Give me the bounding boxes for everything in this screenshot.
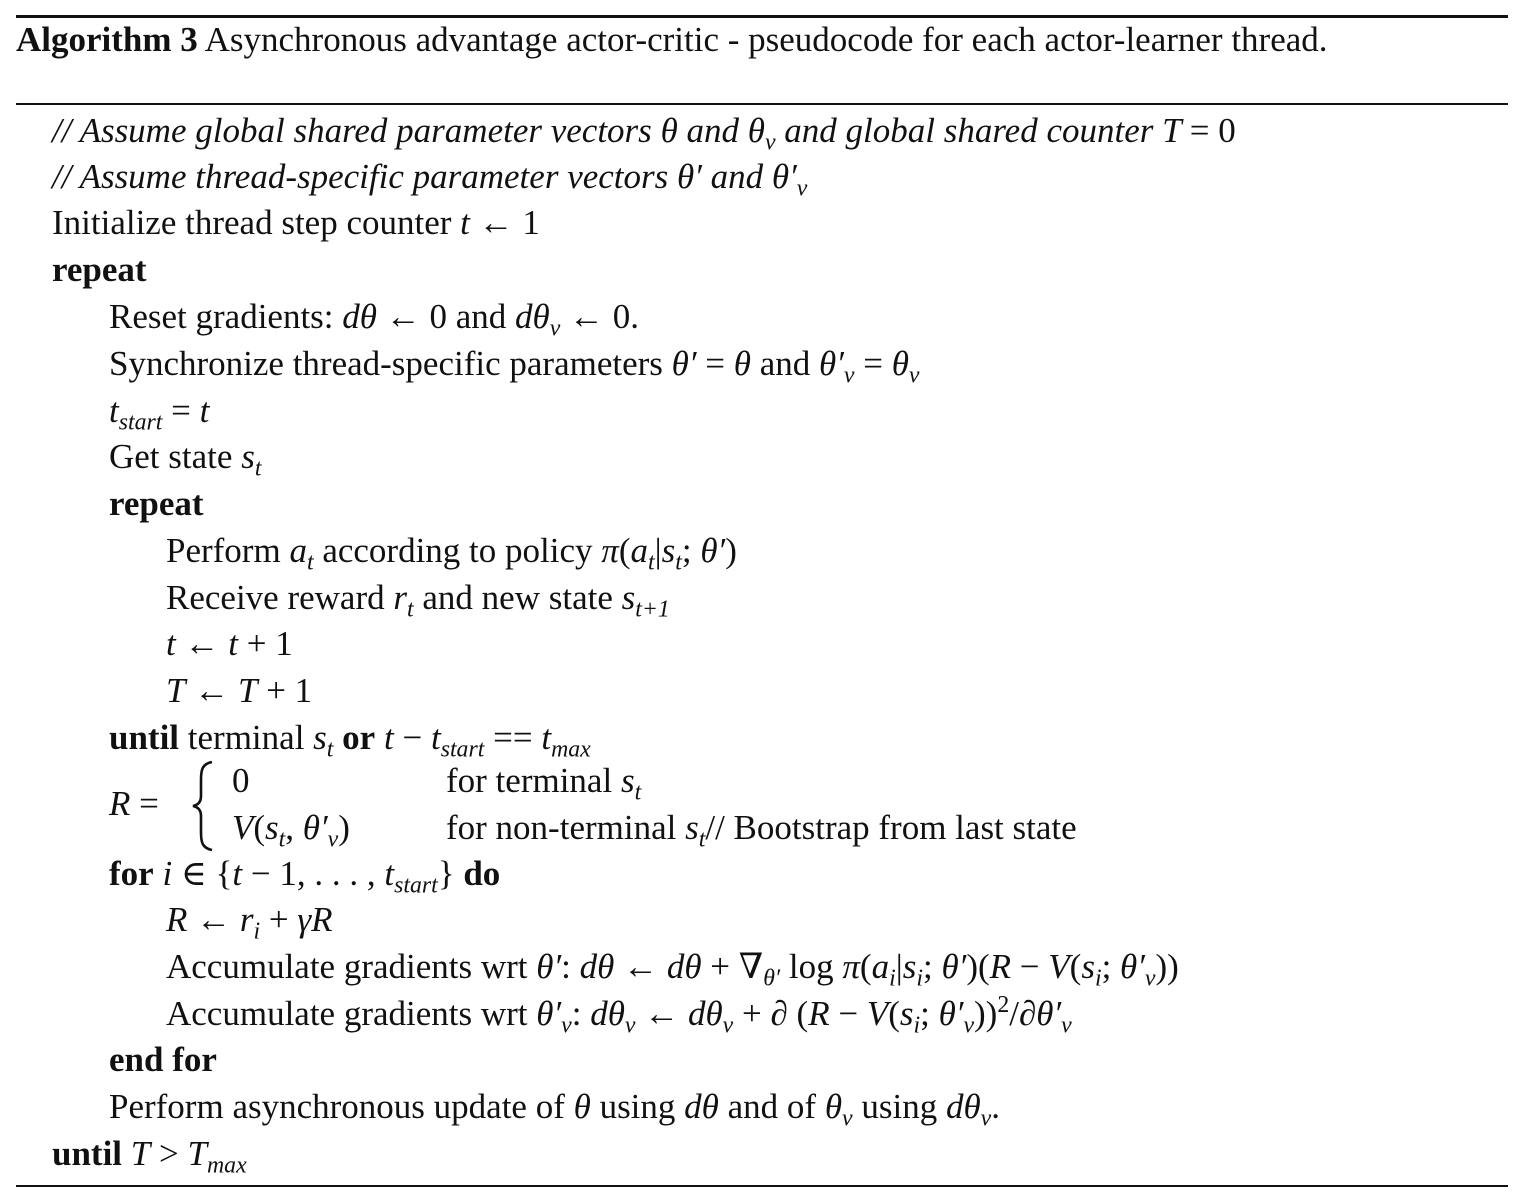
case1-condition: for terminal $s_t$ — [446, 761, 642, 806]
case1-value: 0 — [232, 761, 250, 800]
line-end-for: end for — [109, 1040, 217, 1079]
line-accumulate-theta: Accumulate gradients wrt θ′: dθ ← $d\theta + \nabla_{\theta'}$ $\log \pi(a_i|s_i$; $\theta')(R - V(s_i$; $\theta'_v$)) — [166, 947, 1179, 992]
line-async-update: Perform asynchronous update of θ using dθ and of $\theta_v$ using $d\theta_v$. — [109, 1087, 1000, 1132]
line-reset-gradients: Reset gradients: dθ ← 0 and $d\theta_v$ ← 0. — [109, 297, 640, 342]
caption-rule — [16, 103, 1508, 105]
case2-condition: for non-terminal $s_t//$ Bootstrap from last state — [446, 808, 1077, 853]
line-init: Initialize thread step counter t ← 1 — [52, 203, 540, 242]
bottom-rule — [16, 1185, 1508, 1187]
line-for-loop: for i ∈ {t − 1, . . . , $t_{start}$} do — [109, 854, 501, 899]
line-R-update: R ← $r_i + \gamma R$ — [166, 900, 333, 945]
algorithm-label: Algorithm 3 — [16, 20, 198, 59]
comment-global-params: // Assume global shared parameter vectors θ and $\theta_v$ and global shared counter T = 0 — [52, 111, 1236, 156]
line-R-definition: R = — [109, 784, 159, 823]
comment-thread-params: // Assume thread-specific parameter vectors θ′ and $\theta'_v$ — [52, 157, 808, 202]
left-brace — [190, 760, 218, 852]
line-perform-action: Perform $a_t$ according to policy $\pi(a_t|s_t$; θ′) — [166, 531, 737, 576]
line-get-state: Get state $s_t$ — [109, 437, 262, 482]
line-until-outer: until $T > T_{max}$ — [52, 1134, 247, 1179]
line-t-increment: t ← t + 1 — [166, 624, 293, 663]
case2-value: $V(s_t$, $\theta'_v$) — [232, 808, 350, 853]
line-receive-reward: Receive reward $r_t$ and new state $s_{t+1}$ — [166, 578, 670, 623]
line-repeat-outer: repeat — [52, 250, 147, 289]
line-tstart: $t_{start} = t$ — [109, 391, 210, 436]
line-accumulate-theta-v: Accumulate gradients wrt $\theta'_v$: $d\theta_v$ ← $d\theta_v$ + ∂ ($R - V(s_i$; $\theta'_v))^2/\partial\theta'_v$ — [166, 991, 1072, 1039]
line-T-increment: T ← T + 1 — [166, 671, 313, 710]
algorithm-title: Asynchronous advantage actor-critic - pseudocode for each actor-learner thread. — [204, 20, 1328, 59]
line-synchronize: Synchronize thread-specific parameters θ′ = θ and $\theta'_v = \theta_v$ — [109, 344, 920, 389]
line-repeat-inner: repeat — [109, 484, 204, 523]
algorithm-caption — [16, 18, 1508, 62]
line-until-inner: until terminal $s_t$ or $t - t_{start} == t_{max}$ — [109, 718, 591, 763]
